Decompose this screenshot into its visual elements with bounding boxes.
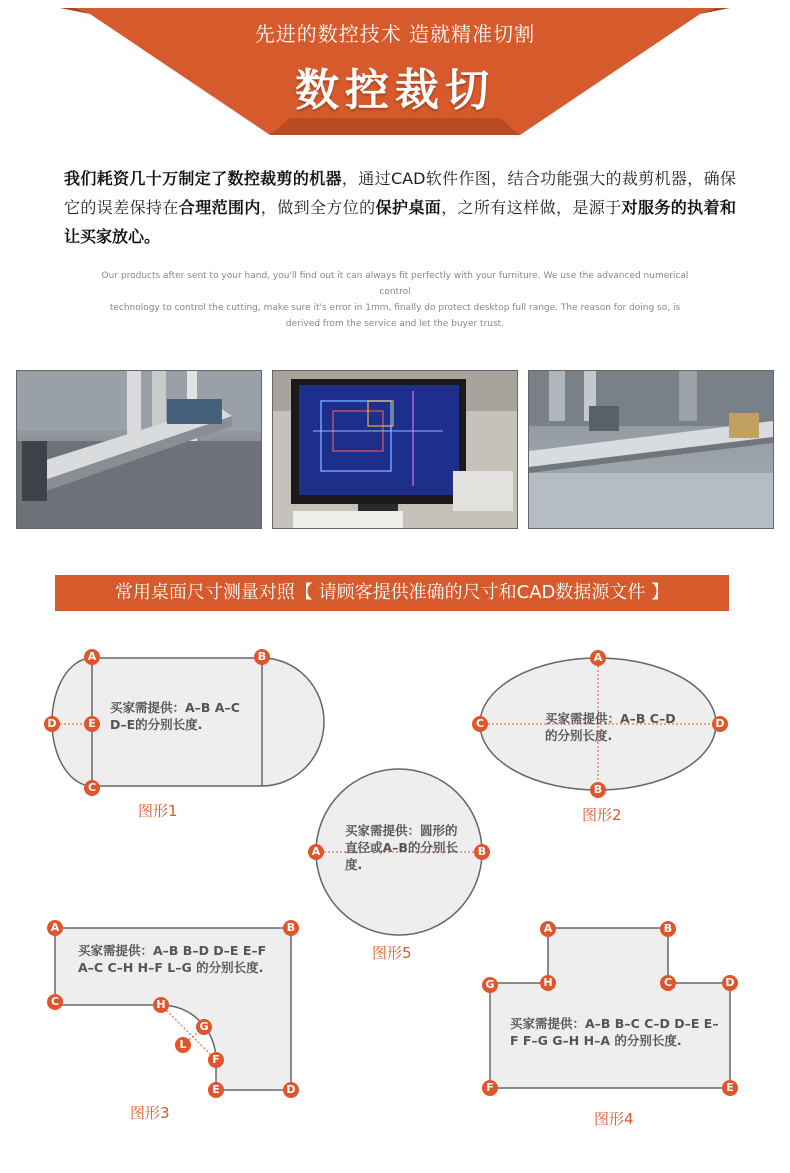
marker-a: A [84,649,100,665]
marker-e: E [84,716,100,732]
intro-bold-1: 我们耗资几十万制定了数控裁剪的机器 [64,169,342,188]
banner-subtitle: 先进的数控技术 造就精准切割 [254,22,536,46]
marker-c: C [47,994,63,1010]
marker-d: D [722,975,738,991]
shape-4-label: 图形4 [594,1110,634,1128]
shape-4-note: 买家需提供：A–B B–C C–D D–E E–F F–G G–H H–A 的分别长度. [510,1016,719,1048]
marker-b: B [590,782,606,798]
marker-d: D [712,716,728,732]
marker-g: G [482,977,498,993]
intro-text-2: ，做到全方位的 [260,198,376,217]
marker-e: E [722,1080,738,1096]
marker-c: C [472,716,488,732]
shape-5-note: 买家需提供：圆形的直径或A–B的分别长度. [345,823,458,872]
marker-l: L [175,1037,191,1053]
shape-4 [490,928,730,1088]
marker-a: A [308,844,324,860]
shape-3-note: 买家需提供：A–B B–D D–E E–F A–C C–H H–F L–G 的分别长度. [78,943,267,975]
marker-f: F [208,1052,224,1068]
shape-2-note: 买家需提供：A–B C–D的分别长度. [545,711,676,743]
marker-b: B [254,649,270,665]
section-title-bar: 常用桌面尺寸测量对照【 请顾客提供准确的尺寸和CAD数据源文件 】 [55,575,729,611]
marker-f: F [482,1080,498,1096]
shape-3-label: 图形3 [130,1104,170,1122]
marker-b: B [660,921,676,937]
shape-2-label: 图形2 [582,806,622,824]
marker-h: H [540,975,556,991]
marker-c: C [84,780,100,796]
banner-title: 数控裁切 [295,65,495,116]
intro-en-line-1: Our products after sent to your hand, you'll find out it can always fit perfectly with your furniture. We use the advanced numerical control [101,271,689,297]
marker-h: H [153,997,169,1013]
marker-g: G [196,1019,212,1035]
intro-bold-2: 合理范围内 [178,198,261,217]
marker-d: D [44,716,60,732]
intro-text-1: ，通过CAD软件作图，结合功能强大的裁剪机器，确保它的误差保持在 [64,169,736,217]
marker-a: A [590,650,606,666]
intro-en-line-3: derived from the service and let the buyer trust. [285,319,505,329]
intro-en-line-2: technology to control the cutting, make sure it's error in 1mm, finally do protect desktop full range. The reason for doing so, is [109,303,681,313]
marker-a: A [540,921,556,937]
marker-b: B [474,844,490,860]
marker-e: E [208,1082,224,1098]
shape-1-label: 图形1 [138,802,178,820]
intro-bold-3: 保护桌面 [375,198,442,217]
marker-c: C [660,975,676,991]
marker-b: B [283,920,299,936]
marker-a: A [47,920,63,936]
marker-d: D [283,1082,299,1098]
intro-bold-4: 对服务的执着和让买家放心。 [64,198,736,246]
intro-text-3: ，之所有这样做，是源于 [441,198,622,217]
shape-5-label: 图形5 [372,944,412,962]
shape-1-note: 买家需提供：A–B A–C D–E的分别长度. [110,700,240,732]
